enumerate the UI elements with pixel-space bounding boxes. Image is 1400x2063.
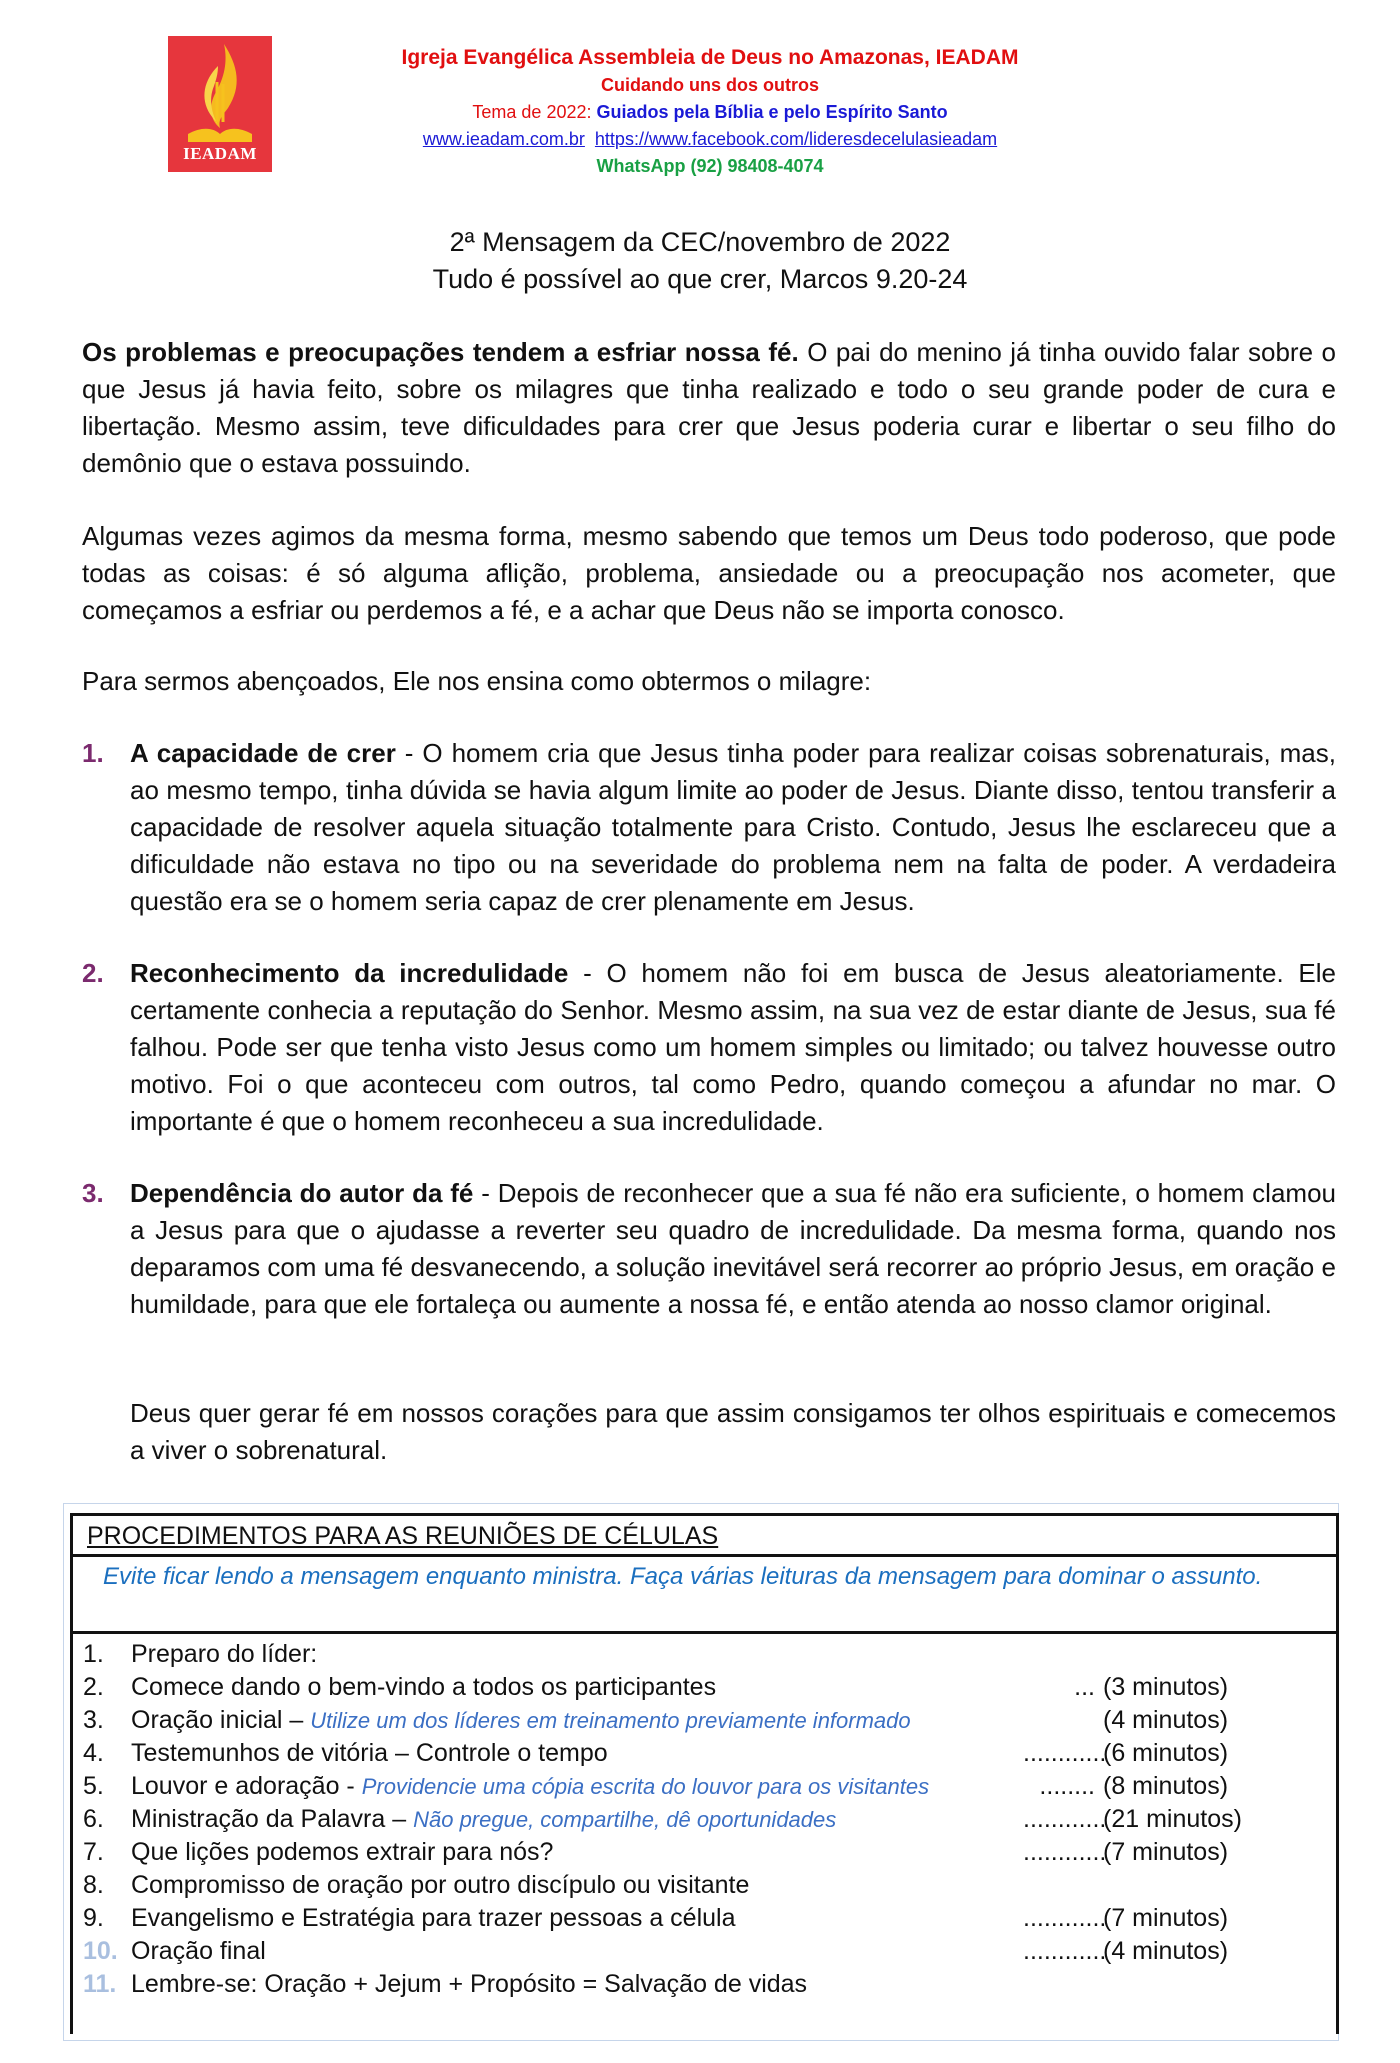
procedure-number: 1.: [83, 1640, 104, 1668]
procedure-text-wrap: [131, 1935, 266, 1968]
closing-paragraph: Deus quer gerar fé em nossos corações para que assim consigamos ter olhos espirituais e comecemos a viver o sobrenatural.: [130, 1398, 1336, 1465]
flame-bible-icon: [168, 36, 272, 146]
procedure-text: Oração final: [131, 1937, 266, 1965]
procedure-text-wrap: [131, 1803, 836, 1836]
procedure-leader-dots: ............: [1023, 1904, 1107, 1932]
procedure-number: 3.: [83, 1706, 104, 1734]
procedures-box: [70, 1513, 1339, 2034]
point-item: [82, 735, 1336, 920]
theme-text: Guiados pela Bíblia e pelo Espírito Santo: [596, 102, 948, 122]
procedure-leader-dots: ............: [1023, 1805, 1107, 1833]
procedure-text: Testemunhos de vitória – Controle o tempo: [131, 1739, 608, 1767]
procedure-text-wrap: [131, 1770, 929, 1803]
procedure-item: [73, 1803, 1336, 1836]
church-name: Igreja Evangélica Assembleia de Deus no Amazonas, IEADAM: [401, 46, 1019, 69]
point-number: 2.: [82, 958, 104, 988]
procedure-item: [73, 1836, 1336, 1869]
procedure-item: [73, 1671, 1336, 1704]
procedure-duration: (8 minutos): [1103, 1772, 1229, 1800]
ieadam-logo: [168, 36, 272, 172]
procedure-text: Preparo do líder:: [131, 1640, 318, 1668]
procedure-text-wrap: [131, 1968, 807, 2001]
procedure-text-wrap: [131, 1869, 749, 1902]
procedures-heading-text: PROCEDIMENTOS PARA AS REUNIÕES DE CÉLULAS: [87, 1522, 719, 1550]
procedure-duration: (21 minutos): [1103, 1805, 1242, 1833]
point-text: - O homem cria que Jesus tinha poder para realizar coisas sobrenaturais, mas, ao mesmo tempo, tinha dúvida se havia algum limite ao poder de Jesus. Diante disso, tentou transferir a capacidade de resolver aquela situação totalmente para Cristo. Contudo, Jesus lhe esclareceu que a dificuldade não estava no tipo ou na severidade do problema nem na falta de poder. A verdadeira questão era se o homem seria capaz de crer plenamente em Jesus.: [130, 738, 1336, 916]
procedure-text-wrap: [131, 1671, 716, 1704]
procedures-list: [73, 1634, 1336, 2001]
title-line-2: Tudo é possível ao que crer, Marcos 9.20-24: [432, 264, 968, 294]
year-theme: [300, 99, 1120, 126]
procedure-item: [73, 1770, 1336, 1803]
procedure-text: Ministração da Palavra –: [131, 1805, 414, 1833]
procedure-item: [73, 1935, 1336, 1968]
procedure-item: [73, 1869, 1336, 1902]
procedure-number: 11.: [83, 1970, 117, 1998]
church-slogan: Cuidando uns dos outros: [601, 75, 819, 95]
procedure-note: Utilize um dos líderes em treinamento previamente informado: [310, 1708, 911, 1733]
procedure-duration: (7 minutos): [1103, 1838, 1229, 1866]
procedure-text: Compromisso de oração por outro discípulo ou visitante: [131, 1871, 750, 1899]
point-text: - O homem não foi em busca de Jesus aleatoriamente. Ele certamente conhecia a reputação do Senhor. Mesmo assim, na sua vez de estar diante de Jesus, sua fé falhou. Pode ser que tenha visto Jesus como um homem simples ou limitado; ou talvez houvesse outro motivo. Foi o que aconteceu com outros, tal como Pedro, quando começou a afundar no mar. O importante é que o homem reconheceu a sua incredulidade.: [130, 958, 1337, 1136]
procedure-number: 5.: [83, 1772, 104, 1800]
procedures-tip: Evite ficar lendo a mensagem enquanto ministra. Faça várias leituras da mensagem para dominar o assunto.: [73, 1557, 1336, 1634]
message-title: [0, 224, 1400, 298]
procedure-text-wrap: [131, 1902, 736, 1935]
procedure-number: 8.: [83, 1871, 104, 1899]
procedure-duration: (4 minutos): [1103, 1706, 1229, 1734]
procedure-number: 10.: [83, 1937, 118, 1965]
logo-text: IEADAM: [183, 144, 257, 163]
procedure-text: Lembre-se: Oração + Jejum + Propósito = Salvação de vidas: [131, 1970, 808, 1998]
point-item: [82, 1175, 1336, 1323]
procedure-number: 9.: [83, 1904, 104, 1932]
procedures-heading: [73, 1516, 1336, 1557]
procedure-duration: (6 minutos): [1103, 1739, 1229, 1767]
procedure-text: Oração inicial –: [131, 1706, 311, 1734]
procedure-number: 4.: [83, 1739, 104, 1767]
point-lead: A capacidade de crer: [130, 738, 396, 768]
third-paragraph: Para sermos abençoados, Ele nos ensina como obtermos o milagre:: [82, 666, 872, 696]
point-item: [82, 955, 1336, 1140]
theme-label: Tema de 2022:: [472, 102, 592, 122]
procedure-number: 7.: [83, 1838, 104, 1866]
intro-paragraph: [82, 334, 1336, 482]
website-link[interactable]: www.ieadam.com.br: [422, 129, 585, 149]
procedure-text-wrap: [131, 1737, 608, 1770]
point-number: 1.: [82, 738, 104, 768]
church-header: [300, 44, 1120, 180]
procedure-number: 6.: [83, 1805, 104, 1833]
procedure-item: [73, 1968, 1336, 2001]
second-paragraph: Algumas vezes agimos da mesma forma, mesmo sabendo que temos um Deus todo poderoso, que pode todas as coisas: é só alguma aflição, problema, ansiedade ou a preocupação nos acometer, que começamos a esfriar ou perdemos a fé, e a achar que Deus não se importa conosco.: [82, 521, 1336, 625]
point-lead: Reconhecimento da incredulidade: [130, 958, 569, 988]
intro-bold-lead: Os problemas e preocupações tendem a esfriar nossa fé.: [82, 337, 799, 367]
procedure-text-wrap: [131, 1836, 553, 1869]
intro-text: O pai do menino já tinha ouvido falar sobre o que Jesus já havia feito, sobre os milagres que tinha realizado e todo o seu grande poder de cura e libertação. Mesmo assim, teve dificuldades para crer que Jesus poderia curar e libertar o seu filho do demônio que o estava possuindo.: [82, 337, 1336, 478]
procedure-item: [73, 1902, 1336, 1935]
procedure-text-wrap: [131, 1638, 317, 1671]
procedure-item: [73, 1638, 1336, 1671]
procedure-leader-dots: ............: [1023, 1838, 1107, 1866]
point-lead: Dependência do autor da fé: [130, 1178, 474, 1208]
procedure-duration: (3 minutos): [1103, 1673, 1229, 1701]
procedure-text: Que lições podemos extrair para nós?: [131, 1838, 554, 1866]
procedure-item: [73, 1704, 1336, 1737]
procedure-duration: (7 minutos): [1103, 1904, 1229, 1932]
procedure-note: Providencie uma cópia escrita do louvor para os visitantes: [361, 1774, 930, 1799]
procedure-leader-dots: ............: [1023, 1937, 1107, 1965]
procedure-item: [73, 1737, 1336, 1770]
title-line-1: 2ª Mensagem da CEC/novembro de 2022: [449, 227, 951, 257]
header-links: [300, 126, 1120, 153]
procedure-leader-dots: ........: [1039, 1772, 1095, 1800]
whatsapp-contact: WhatsApp (92) 98408-4074: [596, 156, 824, 176]
procedure-text: Comece dando o bem-vindo a todos os participantes: [131, 1673, 717, 1701]
procedure-text: Louvor e adoração -: [131, 1772, 362, 1800]
procedure-text-wrap: [131, 1704, 911, 1737]
facebook-link[interactable]: https://www.facebook.com/lideresdecelulasieadam: [594, 129, 998, 149]
procedure-leader-dots: ............: [1023, 1739, 1107, 1767]
procedure-leader-dots: ...: [1074, 1673, 1095, 1701]
procedure-duration: (4 minutos): [1103, 1937, 1229, 1965]
point-text: - Depois de reconhecer que a sua fé não era suficiente, o homem clamou a Jesus para que o ajudasse a reverter seu quadro de incredulidade. Da mesma forma, quando nos deparamos com uma fé desvanecendo, a solução inevitável será recorrer ao próprio Jesus, em oração e humildade, para que ele fortaleça ou aumente a nossa fé, e então atenda ao nosso clamor original.: [130, 1178, 1336, 1319]
procedure-text: Evangelismo e Estratégia para trazer pessoas a célula: [131, 1904, 736, 1932]
point-number: 3.: [82, 1178, 104, 1208]
procedure-number: 2.: [83, 1673, 104, 1701]
procedure-note: Não pregue, compartilhe, dê oportunidades: [413, 1807, 837, 1832]
